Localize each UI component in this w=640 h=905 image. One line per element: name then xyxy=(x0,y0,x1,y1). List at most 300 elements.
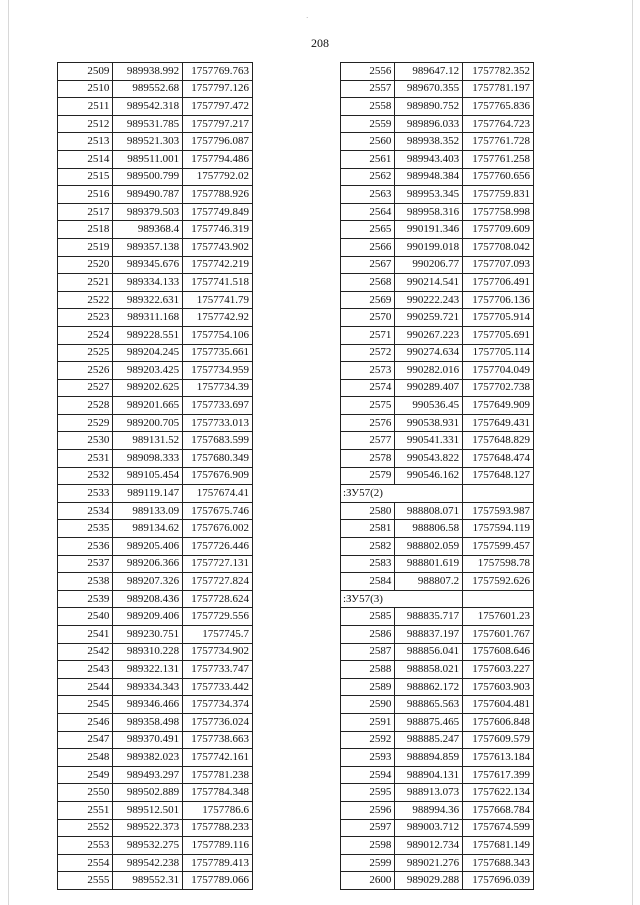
y-coordinate-cell: 1757764.723 xyxy=(463,115,534,133)
y-coordinate-cell: 1757784.348 xyxy=(183,784,253,802)
y-coordinate-cell: 1757742.219 xyxy=(183,256,253,274)
table-row xyxy=(58,590,253,608)
x-coordinate-cell: 988802.059 xyxy=(395,538,463,556)
table-row xyxy=(341,713,534,731)
x-coordinate-cell: 988865.563 xyxy=(395,696,463,714)
y-coordinate-cell: 1757696.039 xyxy=(463,872,534,890)
point-number-cell: 2540 xyxy=(58,608,113,626)
y-coordinate-cell: 1757741.79 xyxy=(183,291,253,309)
point-number-cell: 2518 xyxy=(58,221,113,239)
x-coordinate-cell: 989021.276 xyxy=(395,854,463,872)
point-number-cell: 2556 xyxy=(341,63,395,81)
y-coordinate-cell: 1757702.738 xyxy=(463,379,534,397)
table-row xyxy=(341,133,534,151)
y-coordinate-cell: 1757789.413 xyxy=(183,854,253,872)
x-coordinate-cell: 989493.297 xyxy=(113,766,183,784)
point-number-cell: 2595 xyxy=(341,784,395,802)
table-row xyxy=(58,626,253,644)
table-row xyxy=(58,766,253,784)
y-coordinate-cell: 1757676.909 xyxy=(183,467,253,485)
point-number-cell: 2548 xyxy=(58,749,113,767)
y-coordinate-cell: 1757797.217 xyxy=(183,115,253,133)
point-number-cell: 2535 xyxy=(58,520,113,538)
point-number-cell: 2510 xyxy=(58,80,113,98)
table-row xyxy=(58,485,253,503)
point-number-cell: 2598 xyxy=(341,837,395,855)
table-row xyxy=(341,63,534,81)
table-row xyxy=(341,819,534,837)
x-coordinate-cell: 989357.138 xyxy=(113,238,183,256)
table-row xyxy=(58,538,253,556)
x-coordinate-cell: 988894.859 xyxy=(395,749,463,767)
y-coordinate-cell: 1757608.646 xyxy=(463,643,534,661)
table-row xyxy=(341,555,534,573)
y-coordinate-cell: 1757727.824 xyxy=(183,573,253,591)
x-coordinate-cell: 988856.041 xyxy=(395,643,463,661)
table-row xyxy=(58,555,253,573)
point-number-cell: 2585 xyxy=(341,608,395,626)
x-coordinate-cell: 989119.147 xyxy=(113,485,183,503)
point-number-cell: 2591 xyxy=(341,713,395,731)
table-row xyxy=(58,696,253,714)
point-number-cell: 2533 xyxy=(58,485,113,503)
y-coordinate-cell: 1757736.024 xyxy=(183,713,253,731)
y-coordinate-cell: 1757604.481 xyxy=(463,696,534,714)
x-coordinate-cell: 990543.822 xyxy=(395,450,463,468)
y-coordinate-cell: 1757706.136 xyxy=(463,291,534,309)
empty-cell xyxy=(463,485,534,503)
table-row xyxy=(341,696,534,714)
y-coordinate-cell: 1757603.227 xyxy=(463,661,534,679)
x-coordinate-cell: 989029.288 xyxy=(395,872,463,890)
y-coordinate-cell: 1757593.987 xyxy=(463,502,534,520)
section-label: :ЗУ57(2) xyxy=(341,485,463,503)
x-coordinate-cell: 990546.162 xyxy=(395,467,463,485)
x-coordinate-cell: 988835.717 xyxy=(395,608,463,626)
table-row xyxy=(341,573,534,591)
x-coordinate-cell: 989228.551 xyxy=(113,326,183,344)
x-coordinate-cell: 990541.331 xyxy=(395,432,463,450)
table-row xyxy=(341,467,534,485)
y-coordinate-cell: 1757683.599 xyxy=(183,432,253,450)
y-coordinate-cell: 1757609.579 xyxy=(463,731,534,749)
x-coordinate-cell: 989310.228 xyxy=(113,643,183,661)
x-coordinate-cell: 989502.889 xyxy=(113,784,183,802)
table-row xyxy=(58,467,253,485)
x-coordinate-cell: 989200.705 xyxy=(113,414,183,432)
y-coordinate-cell: 1757598.78 xyxy=(463,555,534,573)
point-number-cell: 2555 xyxy=(58,872,113,890)
y-coordinate-cell: 1757794.486 xyxy=(183,150,253,168)
y-coordinate-cell: 1757648.127 xyxy=(463,467,534,485)
table-row xyxy=(341,256,534,274)
x-coordinate-cell: 990259.721 xyxy=(395,309,463,327)
y-coordinate-cell: 1757707.093 xyxy=(463,256,534,274)
x-coordinate-cell: 989532.275 xyxy=(113,837,183,855)
x-coordinate-cell: 989521.303 xyxy=(113,133,183,151)
point-number-cell: 2526 xyxy=(58,362,113,380)
x-coordinate-cell: 989938.992 xyxy=(113,63,183,81)
y-coordinate-cell: 1757738.663 xyxy=(183,731,253,749)
x-coordinate-cell: 989370.491 xyxy=(113,731,183,749)
y-coordinate-cell: 1757782.352 xyxy=(463,63,534,81)
y-coordinate-cell: 1757675.746 xyxy=(183,502,253,520)
y-coordinate-cell: 1757735.661 xyxy=(183,344,253,362)
table-row xyxy=(341,872,534,890)
table-row xyxy=(58,326,253,344)
y-coordinate-cell: 1757796.087 xyxy=(183,133,253,151)
point-number-cell: 2574 xyxy=(341,379,395,397)
x-coordinate-cell: 989382.023 xyxy=(113,749,183,767)
point-number-cell: 2581 xyxy=(341,520,395,538)
table-row xyxy=(341,414,534,432)
table-row xyxy=(58,344,253,362)
table-row xyxy=(341,98,534,116)
point-number-cell: 2589 xyxy=(341,678,395,696)
x-coordinate-cell: 989209.406 xyxy=(113,608,183,626)
point-number-cell: 2542 xyxy=(58,643,113,661)
point-number-cell: 2521 xyxy=(58,274,113,292)
point-number-cell: 2529 xyxy=(58,414,113,432)
y-coordinate-cell: 1757706.491 xyxy=(463,274,534,292)
y-coordinate-cell: 1757761.258 xyxy=(463,150,534,168)
table-row xyxy=(58,573,253,591)
table-row xyxy=(341,854,534,872)
point-number-cell: 2580 xyxy=(341,502,395,520)
y-coordinate-cell: 1757705.114 xyxy=(463,344,534,362)
section-header-row xyxy=(341,485,534,503)
scan-edge-left xyxy=(8,0,9,905)
table-row xyxy=(341,397,534,415)
x-coordinate-cell: 989358.498 xyxy=(113,713,183,731)
y-coordinate-cell: 1757788.926 xyxy=(183,186,253,204)
point-number-cell: 2576 xyxy=(341,414,395,432)
table-row xyxy=(58,98,253,116)
table-row xyxy=(58,520,253,538)
table-row xyxy=(341,608,534,626)
x-coordinate-cell: 989202.625 xyxy=(113,379,183,397)
x-coordinate-cell: 990289.407 xyxy=(395,379,463,397)
table-row xyxy=(58,221,253,239)
point-number-cell: 2584 xyxy=(341,573,395,591)
point-number-cell: 2568 xyxy=(341,274,395,292)
point-number-cell: 2517 xyxy=(58,203,113,221)
point-number-cell: 2590 xyxy=(341,696,395,714)
x-coordinate-cell: 989948.384 xyxy=(395,168,463,186)
x-coordinate-cell: 989334.133 xyxy=(113,274,183,292)
x-coordinate-cell: 988806.58 xyxy=(395,520,463,538)
point-number-cell: 2596 xyxy=(341,801,395,819)
y-coordinate-cell: 1757749.849 xyxy=(183,203,253,221)
point-number-cell: 2545 xyxy=(58,696,113,714)
point-number-cell: 2531 xyxy=(58,450,113,468)
y-coordinate-cell: 1757594.119 xyxy=(463,520,534,538)
x-coordinate-cell: 989003.712 xyxy=(395,819,463,837)
y-coordinate-cell: 1757668.784 xyxy=(463,801,534,819)
table-row xyxy=(58,749,253,767)
table-row xyxy=(341,326,534,344)
point-number-cell: 2563 xyxy=(341,186,395,204)
point-number-cell: 2583 xyxy=(341,555,395,573)
x-coordinate-cell: 989131.52 xyxy=(113,432,183,450)
table-row xyxy=(341,274,534,292)
y-coordinate-cell: 1757649.909 xyxy=(463,397,534,415)
table-row xyxy=(58,854,253,872)
table-row xyxy=(58,608,253,626)
point-number-cell: 2553 xyxy=(58,837,113,855)
point-number-cell: 2599 xyxy=(341,854,395,872)
y-coordinate-cell: 1757797.126 xyxy=(183,80,253,98)
coordinates-table-left xyxy=(57,62,253,890)
table-row xyxy=(58,643,253,661)
y-coordinate-cell: 1757733.442 xyxy=(183,678,253,696)
table-row xyxy=(341,115,534,133)
x-coordinate-cell: 989552.31 xyxy=(113,872,183,890)
table-row xyxy=(341,291,534,309)
point-number-cell: 2512 xyxy=(58,115,113,133)
point-number-cell: 2566 xyxy=(341,238,395,256)
y-coordinate-cell: 1757674.599 xyxy=(463,819,534,837)
y-coordinate-cell: 1757742.161 xyxy=(183,749,253,767)
y-coordinate-cell: 1757649.431 xyxy=(463,414,534,432)
y-coordinate-cell: 1757680.349 xyxy=(183,450,253,468)
y-coordinate-cell: 1757599.457 xyxy=(463,538,534,556)
table-row xyxy=(58,837,253,855)
y-coordinate-cell: 1757759.831 xyxy=(463,186,534,204)
point-number-cell: 2530 xyxy=(58,432,113,450)
point-number-cell: 2520 xyxy=(58,256,113,274)
table-row xyxy=(58,115,253,133)
table-row xyxy=(58,801,253,819)
x-coordinate-cell: 989368.4 xyxy=(113,221,183,239)
table-row xyxy=(341,309,534,327)
y-coordinate-cell: 1757726.446 xyxy=(183,538,253,556)
scan-speck: · xyxy=(306,14,309,22)
table-row xyxy=(341,450,534,468)
table-row xyxy=(341,238,534,256)
x-coordinate-cell: 989670.355 xyxy=(395,80,463,98)
point-number-cell: 2519 xyxy=(58,238,113,256)
x-coordinate-cell: 989322.631 xyxy=(113,291,183,309)
point-number-cell: 2515 xyxy=(58,168,113,186)
x-coordinate-cell: 989205.406 xyxy=(113,538,183,556)
x-coordinate-cell: 988904.131 xyxy=(395,766,463,784)
point-number-cell: 2525 xyxy=(58,344,113,362)
point-number-cell: 2546 xyxy=(58,713,113,731)
table-row xyxy=(341,837,534,855)
table-row xyxy=(58,186,253,204)
point-number-cell: 2571 xyxy=(341,326,395,344)
x-coordinate-cell: 989203.425 xyxy=(113,362,183,380)
point-number-cell: 2549 xyxy=(58,766,113,784)
point-number-cell: 2573 xyxy=(341,362,395,380)
point-number-cell: 2534 xyxy=(58,502,113,520)
y-coordinate-cell: 1757704.049 xyxy=(463,362,534,380)
x-coordinate-cell: 989958.316 xyxy=(395,203,463,221)
scan-edge-right xyxy=(632,0,633,905)
x-coordinate-cell: 989201.665 xyxy=(113,397,183,415)
table-row xyxy=(341,80,534,98)
y-coordinate-cell: 1757705.914 xyxy=(463,309,534,327)
point-number-cell: 2514 xyxy=(58,150,113,168)
x-coordinate-cell: 988801.619 xyxy=(395,555,463,573)
y-coordinate-cell: 1757617.399 xyxy=(463,766,534,784)
x-coordinate-cell: 990191.346 xyxy=(395,221,463,239)
y-coordinate-cell: 1757705.691 xyxy=(463,326,534,344)
y-coordinate-cell: 1757613.184 xyxy=(463,749,534,767)
y-coordinate-cell: 1757592.626 xyxy=(463,573,534,591)
point-number-cell: 2527 xyxy=(58,379,113,397)
table-row xyxy=(58,450,253,468)
y-coordinate-cell: 1757674.41 xyxy=(183,485,253,503)
x-coordinate-cell: 990222.243 xyxy=(395,291,463,309)
y-coordinate-cell: 1757733.697 xyxy=(183,397,253,415)
x-coordinate-cell: 989953.345 xyxy=(395,186,463,204)
point-number-cell: 2572 xyxy=(341,344,395,362)
table-row xyxy=(58,713,253,731)
y-coordinate-cell: 1757601.767 xyxy=(463,626,534,644)
y-coordinate-cell: 1757769.763 xyxy=(183,63,253,81)
y-coordinate-cell: 1757761.728 xyxy=(463,133,534,151)
x-coordinate-cell: 989206.366 xyxy=(113,555,183,573)
table-row xyxy=(341,432,534,450)
y-coordinate-cell: 1757765.836 xyxy=(463,98,534,116)
point-number-cell: 2600 xyxy=(341,872,395,890)
y-coordinate-cell: 1757734.39 xyxy=(183,379,253,397)
y-coordinate-cell: 1757789.116 xyxy=(183,837,253,855)
x-coordinate-cell: 989379.503 xyxy=(113,203,183,221)
table-row xyxy=(341,766,534,784)
x-coordinate-cell: 988862.172 xyxy=(395,678,463,696)
point-number-cell: 2551 xyxy=(58,801,113,819)
point-number-cell: 2537 xyxy=(58,555,113,573)
table-row xyxy=(58,203,253,221)
table-row xyxy=(58,731,253,749)
point-number-cell: 2570 xyxy=(341,309,395,327)
table-row xyxy=(58,379,253,397)
x-coordinate-cell: 989552.68 xyxy=(113,80,183,98)
table-row xyxy=(341,749,534,767)
x-coordinate-cell: 989522.373 xyxy=(113,819,183,837)
section-label: :ЗУ57(3) xyxy=(341,590,463,608)
x-coordinate-cell: 989322.131 xyxy=(113,661,183,679)
x-coordinate-cell: 989134.62 xyxy=(113,520,183,538)
point-number-cell: 2578 xyxy=(341,450,395,468)
table-row xyxy=(58,168,253,186)
point-number-cell: 2544 xyxy=(58,678,113,696)
x-coordinate-cell: 989938.352 xyxy=(395,133,463,151)
point-number-cell: 2538 xyxy=(58,573,113,591)
y-coordinate-cell: 1757786.6 xyxy=(183,801,253,819)
empty-cell xyxy=(463,590,534,608)
x-coordinate-cell: 990267.223 xyxy=(395,326,463,344)
point-number-cell: 2539 xyxy=(58,590,113,608)
x-coordinate-cell: 989500.799 xyxy=(113,168,183,186)
y-coordinate-cell: 1757741.518 xyxy=(183,274,253,292)
x-coordinate-cell: 989542.318 xyxy=(113,98,183,116)
point-number-cell: 2592 xyxy=(341,731,395,749)
point-number-cell: 2560 xyxy=(341,133,395,151)
table-row xyxy=(341,678,534,696)
x-coordinate-cell: 989531.785 xyxy=(113,115,183,133)
y-coordinate-cell: 1757676.002 xyxy=(183,520,253,538)
point-number-cell: 2559 xyxy=(341,115,395,133)
table-row xyxy=(58,872,253,890)
point-number-cell: 2524 xyxy=(58,326,113,344)
table-row xyxy=(341,203,534,221)
y-coordinate-cell: 1757601.23 xyxy=(463,608,534,626)
table-row xyxy=(58,784,253,802)
x-coordinate-cell: 990282.016 xyxy=(395,362,463,380)
x-coordinate-cell: 989542.238 xyxy=(113,854,183,872)
point-number-cell: 2579 xyxy=(341,467,395,485)
x-coordinate-cell: 989511.001 xyxy=(113,150,183,168)
table-row xyxy=(58,80,253,98)
x-coordinate-cell: 989512.501 xyxy=(113,801,183,819)
table-row xyxy=(58,432,253,450)
point-number-cell: 2558 xyxy=(341,98,395,116)
y-coordinate-cell: 1757792.02 xyxy=(183,168,253,186)
x-coordinate-cell: 988913.073 xyxy=(395,784,463,802)
y-coordinate-cell: 1757734.959 xyxy=(183,362,253,380)
point-number-cell: 2522 xyxy=(58,291,113,309)
x-coordinate-cell: 988858.021 xyxy=(395,661,463,679)
section-header-row xyxy=(341,590,534,608)
point-number-cell: 2509 xyxy=(58,63,113,81)
x-coordinate-cell: 990274.634 xyxy=(395,344,463,362)
y-coordinate-cell: 1757648.829 xyxy=(463,432,534,450)
y-coordinate-cell: 1757622.134 xyxy=(463,784,534,802)
y-coordinate-cell: 1757746.319 xyxy=(183,221,253,239)
point-number-cell: 2597 xyxy=(341,819,395,837)
y-coordinate-cell: 1757727.131 xyxy=(183,555,253,573)
table-row xyxy=(341,784,534,802)
x-coordinate-cell: 989890.752 xyxy=(395,98,463,116)
point-number-cell: 2586 xyxy=(341,626,395,644)
table-row xyxy=(58,362,253,380)
x-coordinate-cell: 988885.247 xyxy=(395,731,463,749)
table-row xyxy=(341,344,534,362)
x-coordinate-cell: 989896.033 xyxy=(395,115,463,133)
table-row xyxy=(58,819,253,837)
point-number-cell: 2536 xyxy=(58,538,113,556)
point-number-cell: 2513 xyxy=(58,133,113,151)
x-coordinate-cell: 989346.466 xyxy=(113,696,183,714)
point-number-cell: 2582 xyxy=(341,538,395,556)
table-row xyxy=(58,397,253,415)
x-coordinate-cell: 990206.77 xyxy=(395,256,463,274)
x-coordinate-cell: 989490.787 xyxy=(113,186,183,204)
y-coordinate-cell: 1757758.998 xyxy=(463,203,534,221)
table-row xyxy=(341,168,534,186)
y-coordinate-cell: 1757754.106 xyxy=(183,326,253,344)
point-number-cell: 2557 xyxy=(341,80,395,98)
point-number-cell: 2569 xyxy=(341,291,395,309)
coordinates-table-right xyxy=(340,62,534,890)
table-row xyxy=(341,150,534,168)
y-coordinate-cell: 1757742.92 xyxy=(183,309,253,327)
table-row xyxy=(58,291,253,309)
x-coordinate-cell: 988837.197 xyxy=(395,626,463,644)
x-coordinate-cell: 989105.454 xyxy=(113,467,183,485)
x-coordinate-cell: 990536.45 xyxy=(395,397,463,415)
x-coordinate-cell: 989230.751 xyxy=(113,626,183,644)
table-row xyxy=(341,221,534,239)
x-coordinate-cell: 988808.071 xyxy=(395,502,463,520)
table-row xyxy=(341,520,534,538)
y-coordinate-cell: 1757709.609 xyxy=(463,221,534,239)
point-number-cell: 2552 xyxy=(58,819,113,837)
